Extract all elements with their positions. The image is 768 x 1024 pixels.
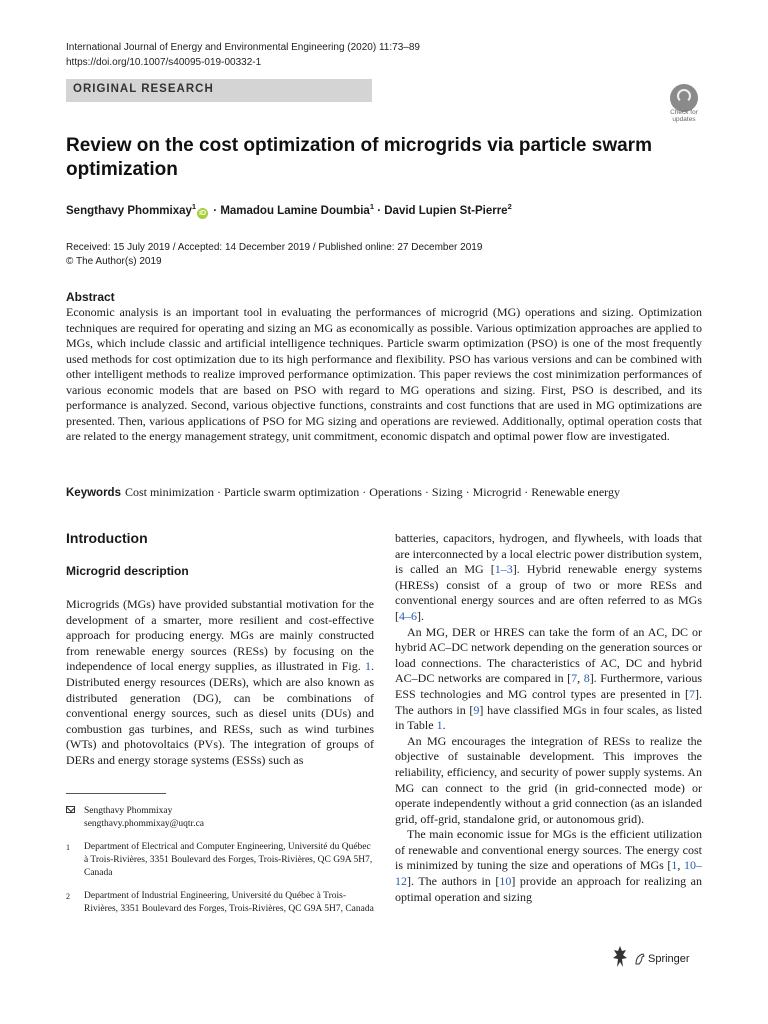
table-ref-link[interactable]: 1 (436, 718, 443, 733)
journal-name-line: International Journal of Energy and Environmental Engineering (2020) 11:73–89 (66, 42, 420, 53)
check-updates-line2: updates (672, 116, 696, 123)
author-3[interactable]: David Lupien St-Pierre (384, 204, 508, 217)
affiliation-number: 2 (66, 892, 70, 901)
right-column-text (395, 531, 702, 905)
citation-link[interactable]: 10–12 (395, 858, 703, 889)
dates-line: Received: 15 July 2019 / Accepted: 14 December 2019 / Published online: 27 December 2019 (66, 242, 483, 253)
article-type-label: ORIGINAL RESEARCH (73, 83, 214, 95)
copyright-line: © The Author(s) 2019 (66, 256, 162, 267)
author-1-affil: 1 (191, 202, 197, 211)
citation-link[interactable]: 9 (473, 702, 480, 717)
author-3-affil: 2 (507, 202, 512, 211)
left-column-text (66, 597, 374, 769)
journal-citation (66, 40, 420, 70)
affiliation-2 (66, 890, 376, 916)
citation-link[interactable]: 8 (583, 671, 590, 686)
author-2[interactable]: Mamadou Lamine Doumbia (220, 204, 370, 217)
springer-horse-icon (612, 945, 628, 969)
doi-link[interactable]: https://doi.org/10.1007/s40095-019-00332-1 (66, 57, 262, 68)
corresponding-author-email[interactable]: sengthavy.phommixay@uqtr.ca (84, 819, 204, 829)
citation-link[interactable]: 1–3 (494, 562, 513, 577)
citation-link[interactable]: 1 (671, 858, 678, 873)
springer-mark-icon (634, 952, 646, 966)
envelope-icon (66, 806, 75, 813)
affiliation-1 (66, 841, 376, 880)
abstract-heading: Abstract (66, 290, 115, 304)
affiliation-text: Department of Industrial Engineering, Université du Québec à Trois-Rivières, 3351 Boulevard des Forges, Trois-Rivières, QC G9A 5H7, Canada (84, 891, 374, 914)
paragraph: Microgrids (MGs) have provided substantial motivation for the development of a smarter, more resilient and cost-effective approach for producing energy. MGs are mainly constructed from renewable energy sources (RESs) by focusing on the independence of local energy supplies, as illustrated in Fig. 1. Distributed energy resources (DERs), which are also known as distributed generation (DG), can be combinations of conventional energy sources, such as diesel units (DUs) and combustion gas turbines, and RESs, such as wind turbines (WTs) and photovoltaics (PVs). The integration of groups of DERs and energy storage systems (ESSs) such as (66, 597, 374, 767)
publisher-name: Springer (648, 953, 690, 965)
check-updates-line1: Check for (670, 109, 698, 116)
article-type-banner (66, 79, 372, 102)
figure-ref-link[interactable]: 1 (365, 659, 371, 674)
affiliation-number: 1 (66, 843, 70, 852)
author-separator: · (210, 204, 221, 217)
paragraph: batteries, capacitors, hydrogen, and flywheels, with loads that are interconnected by a local electric power distribution system, is called an MG [1–3]. Hybrid renewable energy systems (HRESs) consist of a group of two or more RESs and conventional energy sources and are often referred to as MGs [4–6]. (395, 531, 703, 623)
publication-dates (66, 241, 482, 269)
corresponding-author-name: Sengthavy Phommixay (84, 806, 173, 816)
check-updates-icon (670, 84, 698, 112)
author-1[interactable]: Sengthavy Phommixay (66, 204, 192, 217)
author-list (66, 202, 512, 219)
keywords-text: Cost minimization · Particle swarm optimization · Operations · Sizing · Microgrid · Renewable energy (124, 485, 620, 499)
check-for-updates-badge[interactable] (664, 84, 704, 124)
keywords-label: Keywords (66, 487, 121, 499)
footnotes (66, 805, 376, 926)
paragraph: An MG, DER or HRES can take the form of an AC, DC or hybrid AC–DC network depending on the generation sources or load connections. The characteristics of AC, DC and hybrid AC–DC networks are compared in [7, 8]. Furthermore, various ESS technologies and MG control types are presented in [7]. The authors in [9] have classified MGs in four scales, as listed in Table 1. (395, 624, 703, 733)
citation-link[interactable]: 7 (571, 671, 578, 686)
paragraph: The main economic issue for MGs is the efficient utilization of renewable and conventional energy sources. The energy cost is minimized by tuning the size and operations of MGs [1, 10–12]. The authors in [10] provide an approach for realizing an optimal operation and sizing (395, 827, 703, 904)
abstract-text: Economic analysis is an important tool in evaluating the performances of microgrid (MG) operations and sizing. Optimization techniques are required for operating and sizing an MG as economically as possible. Various optimization approaches are applied to MGs, which include classic and artificial intelligence techniques. Particle swarm optimization (PSO) is one of the most frequently used methods for cost optimization due to its high performance and flexibility. PSO has various versions and can be combined with other intelligent methods to realize improved performance optimization. This paper reviews the cost minimization performances of various economic models that are based on PSO with regard to MG operations and sizing. First, PSO is described, and its performance is analyzed. Second, various objective functions, constraints and cost functions that are used in MG optimizations are presented. Then, various applications of PSO for MG sizing and operations are reviewed. Additionally, optimal operation costs that are related to the energy management strategy, unit commitment, economic dispatch and optimal power flow are investigated. (66, 305, 702, 443)
citation-link[interactable]: 4–6 (399, 608, 417, 623)
paragraph: An MG encourages the integration of RESs to realize the objective of sustainable development. This improves the reliability, efficiency, and security of power supply systems. An MG can connect to the grid (in grid-connected mode) or operate independently without a grid connection (as an islanded grid, off-grid, standalone grid, or autonomous grid). (395, 733, 702, 826)
footnote-divider (66, 793, 166, 794)
author-2-affil: 1 (369, 202, 375, 211)
author-separator: · (374, 204, 385, 217)
keywords (66, 485, 620, 500)
orcid-icon[interactable]: iD (199, 209, 207, 217)
citation-link[interactable]: 7 (689, 686, 695, 701)
subsection-heading-microgrid: Microgrid description (66, 564, 189, 578)
citation-link[interactable]: 10 (499, 874, 512, 889)
article-title: Review on the cost optimization of microgrids via particle swarm optimization (66, 135, 652, 180)
section-heading-introduction: Introduction (66, 530, 148, 546)
corresponding-author (66, 805, 376, 831)
affiliation-text: Department of Electrical and Computer Engineering, Université du Québec à Trois-Rivières, 3351 Boulevard des Forges, Trois-Rivières, QC G9A 5H7, Canada (84, 842, 373, 878)
